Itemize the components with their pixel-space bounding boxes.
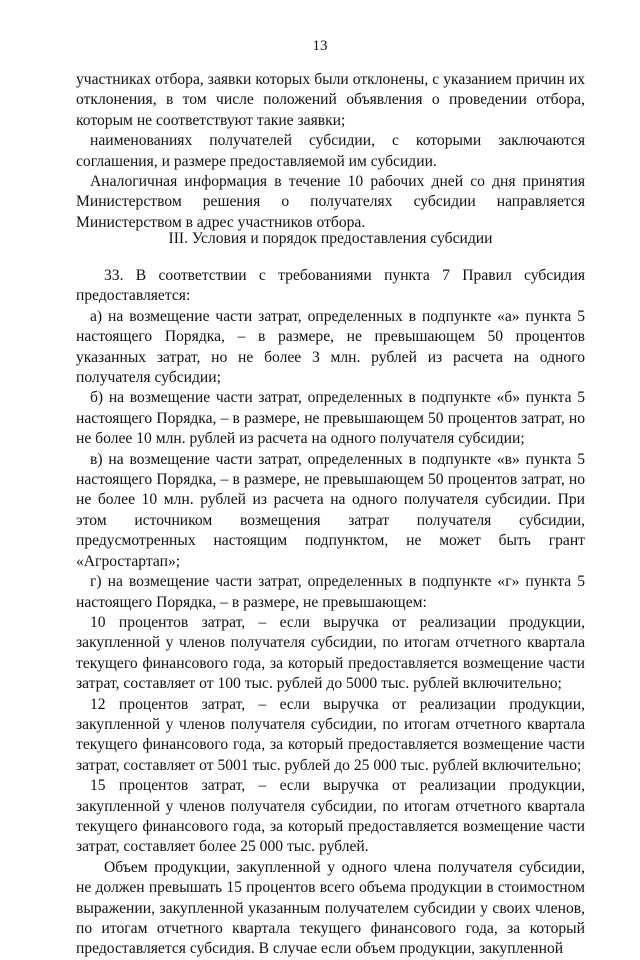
paragraph-rate-12: 12 процентов затрат, – если выручка от реализации продукции, закупленной у членов получателя субсидии, по итогам отчетного квартала текущего финансового года, за который предоставляется возмещение части затрат, составляет от 5001 тыс. рублей до 25 000 тыс. рублей включительно; [76, 695, 585, 774]
paragraph-subclause-g: г) на возмещение части затрат, определенных в подпункте «г» пункта 5 настоящего Порядка, – в размере, не превышающем: [76, 573, 585, 611]
paragraph-clause-33: 33. В соответствии с требованиями пункта 7 Правил субсидия предоставляется: [76, 267, 585, 305]
paragraph-rate-15: 15 процентов затрат, – если выручка от реализации продукции, закупленной у членов получателя субсидии, по итогам отчетного квартала текущего финансового года, за который предоставляется возмещение части затрат, составляет более 25 000 тыс. рублей. [76, 777, 585, 856]
paragraph-rejected-participants: участниках отбора, заявки которых были отклонены, с указанием причин их отклонения, в том числе положений объявления о проведении отбора, которым не соответствуют такие заявки; [76, 71, 585, 129]
paragraph-subclause-b: б) на возмещение части затрат, определенных в подпункте «б» пункта 5 настоящего Порядка, – в размере, не превышающем 50 процентов затрат, но не более 10 млн. рублей из расчета на одного получателя субсидии; [76, 389, 585, 448]
paragraph-notification: Аналогичная информация в течение 10 рабочих дней со дня принятия Министерством решения о получателях субсидии направляется Министерством в адрес участников отбора. [76, 173, 585, 231]
paragraph-volume-limit: Объем продукции, закупленной у одного члена получателя субсидии, не должен превышать 15 процентов всего объема продукции в стоимостном выражении, закупленной указанным получателем субсидии у своих членов, по итогам отчетного квартала текущего финансового года, за который предоставляется субсидия. В случае если объем продукции, закупленной [76, 858, 585, 958]
paragraph-subclause-v: в) на возмещение части затрат, определенных в подпункте «в» пункта 5 настоящего Порядка, – в размере, не превышающем 50 процентов затрат, но не более 10 млн. рублей из расчета на одного получателя субсидии. При этом источником возмещения затрат получателя субсидии, предусмотренных настоящим подпунктом, не может быть грант «Агростартап»; [76, 450, 585, 570]
page-number: 13 [312, 38, 328, 54]
text-block-subsidy-conditions [76, 266, 585, 960]
paragraph-recipients-names: наименованиях получателей субсидии, с которыми заключаются соглашения, и размере предоставляемой им субсидии. [76, 132, 585, 170]
paragraph-subclause-a: а) на возмещение части затрат, определенных в подпункте «а» пункта 5 настоящего Порядка, – в размере, не превышающем 50 процентов указанных затрат, но не более 3 млн. рублей из расчета на одного получателя субсидии; [76, 307, 585, 387]
text-block-recipients-info [76, 70, 585, 233]
section-heading: III. Условия и порядок предоставления субсидии [168, 230, 493, 247]
paragraph-rate-10: 10 процентов затрат, – если выручка от реализации продукции, закупленной у членов получателя субсидии, по итогам отчетного квартала текущего финансового года, за который предоставляется возмещение части затрат, составляет от 100 тыс. рублей до 5000 тыс. рублей включительно; [76, 613, 585, 693]
